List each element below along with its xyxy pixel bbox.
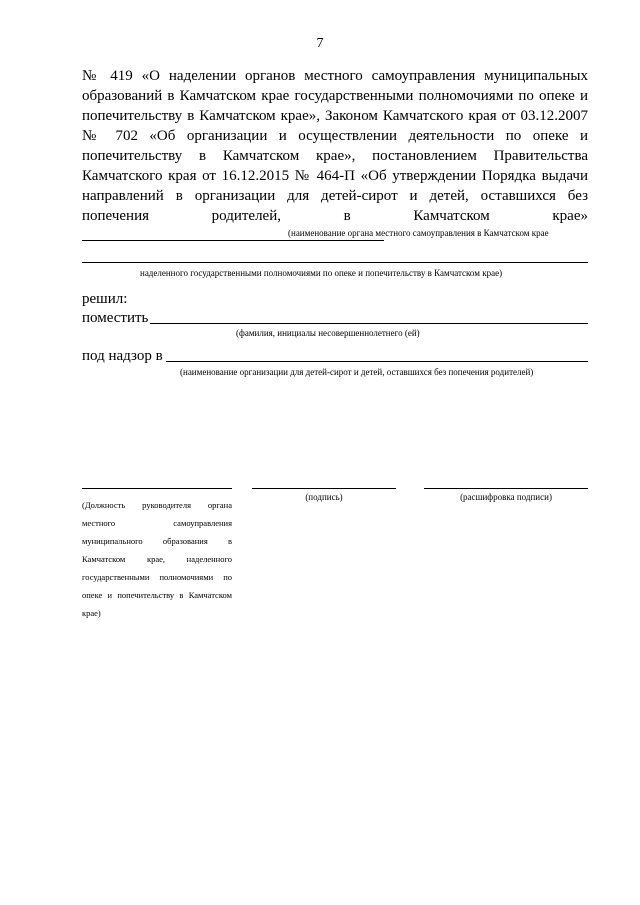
organization-name-line[interactable] xyxy=(166,361,588,362)
signature-line[interactable] xyxy=(252,488,396,489)
signature-caption: (подпись) xyxy=(305,492,343,502)
organization-name-caption: (наименование организации для детей-сирот и детей, оставшихся без попечения родителей) xyxy=(180,367,534,377)
intro-text: № 419 «О наделении органов местного самоуправления муниципальных образований в Камчатском крае государственными полномочиями по опеке и попечительству в Камчатском крае», Законом Камчатского края от 03.12.2007 № 702 «Об организации и осуществлении деятельности по опеке и попечительству в Камчатском крае», постановлением Правительства Камчатского края от 16.12.2015 № 464-П «Об утверждении Порядка выдачи направлений в организации для детей-сирот и детей, оставшихся без попечения родителей, в Камчатском крае» xyxy=(82,68,588,224)
organ-powers-caption: наделенного государственными полномочиями по опеке и попечительству в Камчатском крае) xyxy=(140,268,503,278)
position-caption: (Должность руководителя органа местного самоуправления муниципального образования в Камчатском крае, наделенного государственными полномочиями по опеке и попечительству в Камчатском крае) xyxy=(82,500,232,618)
organ-name-caption: (наименование органа местного самоуправления в Камчатском крае xyxy=(288,228,549,238)
place-label: поместить xyxy=(82,310,149,326)
supervision-label: под надзор в xyxy=(82,348,163,364)
organ-powers-line[interactable] xyxy=(82,262,588,263)
page-number: 7 xyxy=(316,36,324,51)
signature-decoding-caption: (расшифровка подписи) xyxy=(460,492,552,502)
intro-paragraph xyxy=(82,66,588,247)
child-name-line[interactable] xyxy=(150,323,588,324)
decided-label: решил: xyxy=(82,291,128,307)
position-line[interactable] xyxy=(82,488,232,489)
signature-decoding-line[interactable] xyxy=(424,488,588,489)
child-name-caption: (фамилия, инициалы несовершеннолетнего (ей) xyxy=(236,328,420,338)
